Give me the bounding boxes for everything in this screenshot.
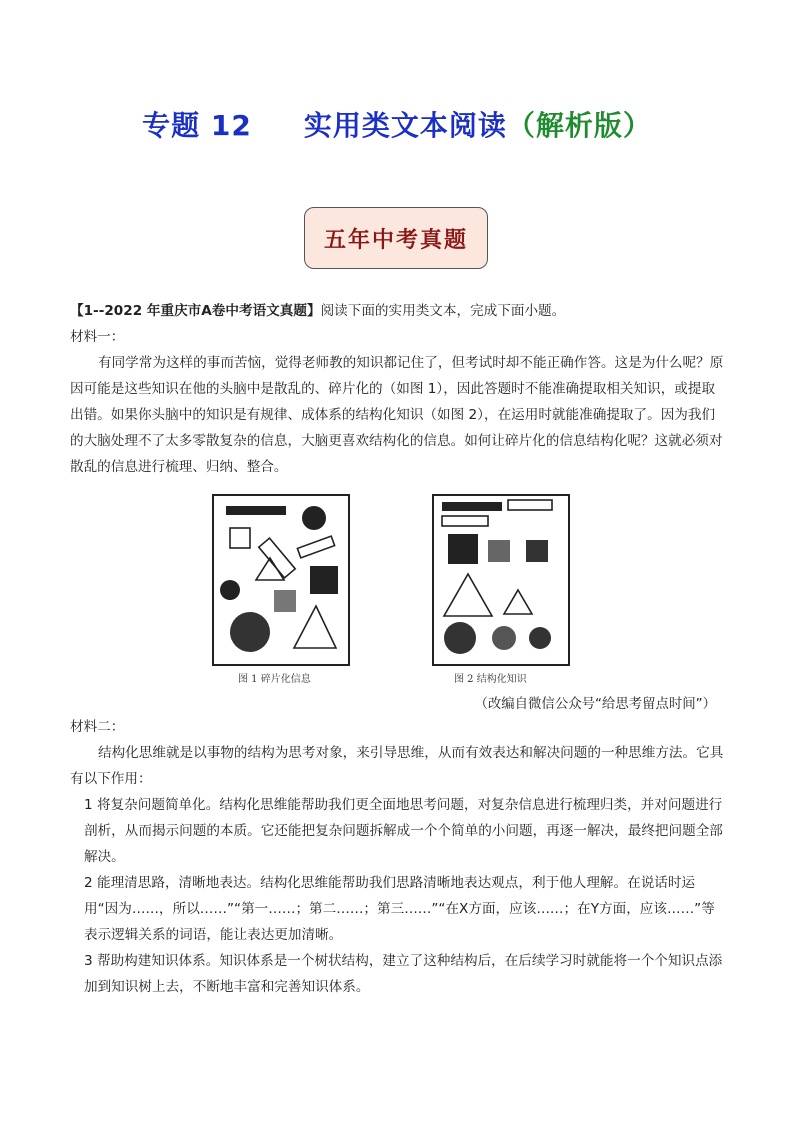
title-topic-name: 实用类文本阅读 [303,109,507,142]
figure-2-caption: 图 2 结构化知识 [454,674,527,685]
figure-2-shapes [432,494,574,666]
material1-label: 材料一： [70,329,125,345]
material2-item-1: 1 将复杂问题简单化。结构化思维能帮助我们更全面地思考问题，对复杂信息进行梳理归类，并对问题进行剖析，从而揭示问题的本质。它还能把复杂问题拆解成一个个简单的小问题，再逐一解决，最终把问题全部解决。 [84,797,723,865]
page-title [0,104,794,144]
title-topic-number: 专题 12 [142,109,252,142]
material2-intro: 结构化思维就是以事物的结构为思考对象，来引导思维，从而有效表达和解决问题的一种思维方法。它具有以下作用： [70,745,724,787]
figure-2-structured-knowledge [432,494,574,688]
material2-block [70,714,726,1000]
material2-label: 材料二： [70,719,125,735]
material1-paragraph: 有同学常为这样的事而苦恼，觉得老师教的知识都记住了，但考试时却不能正确作答。这是为什么呢？原因可能是这些知识在他的头脑中是散乱的、碎片化的（如图 1），因此答题时不能准确提取相关知识，或提取出错。如果你头脑中的知识是有规律、成体系的结构化知识（如图 2），在运用时就能准确提取了。因为我们的大脑处理不了太多零散复杂的信息，大脑更喜欢结构化的信息。如何让碎片化的信息结构化呢？这就必须对散乱的信息进行梳理、归纳、整合。 [70,355,724,475]
figure-1-fragmented-info [212,494,354,688]
material2-item-2: 2 能理清思路，清晰地表达。结构化思维能帮助我们思路清晰地表达观点，利于他人理解。在说话时运用“因为……，所以……”“第一……；第二……；第三……”“在X方面，应该……；在Y方面，应该……”等表示逻辑关系的词语，能让表达更加清晰。 [84,875,715,943]
question-tag: 【1--2022 年重庆市A卷中考语文真题】 [70,303,321,319]
figure-1-shapes [212,494,354,666]
figure-1-caption: 图 1 碎片化信息 [238,674,311,685]
section-badge: 五年中考真题 [304,207,488,269]
question-instruction: 阅读下面的实用类文本，完成下面小题。 [320,303,566,319]
material1-block [70,298,726,480]
title-version: （解析版） [506,109,652,142]
figure-source-note: （改编自微信公众号“给思考留点时间”） [474,697,716,712]
material2-item-3: 3 帮助构建知识体系。知识体系是一个树状结构，建立了这种结构后，在后续学习时就能将一个个知识点添加到知识树上去，不断地丰富和完善知识体系。 [84,953,723,995]
